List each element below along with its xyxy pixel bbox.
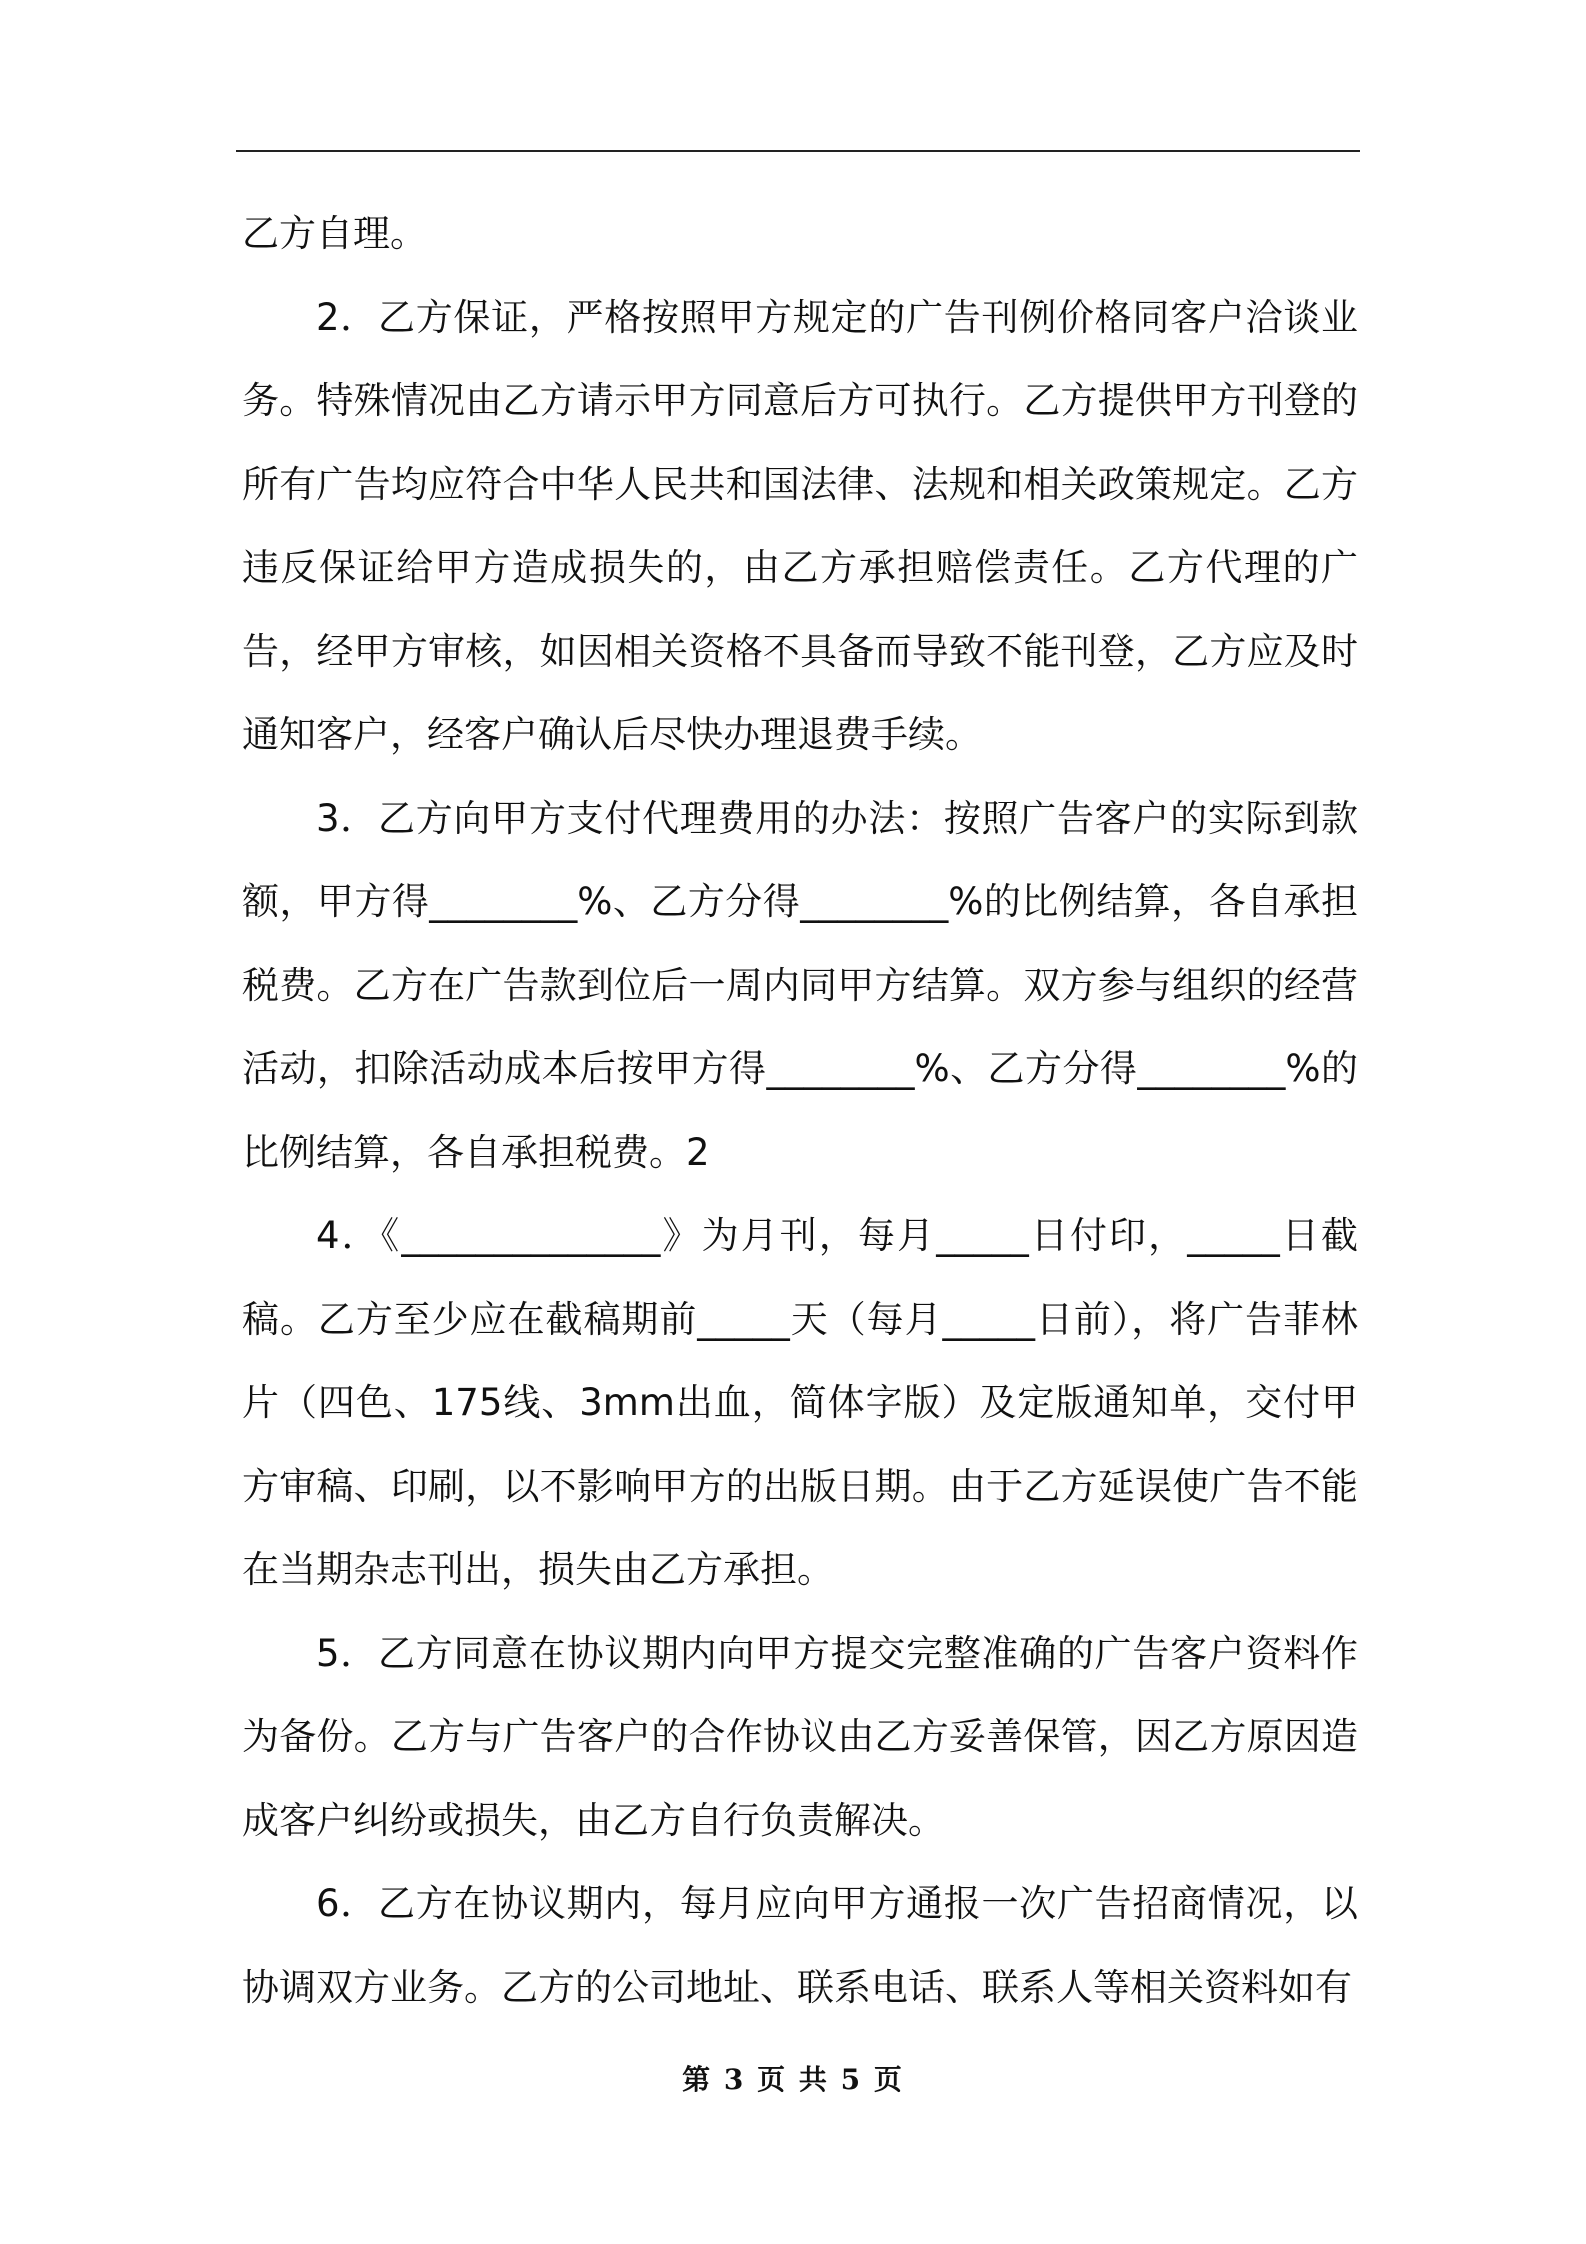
- paragraph-clause-5: 5．乙方同意在协议期内向甲方提交完整准确的广告客户资料作为备份。乙方与广告客户的合作协议由乙方妥善保管，因乙方原因造成客户纠纷或损失，由乙方自行负责解决。: [242, 1631, 1358, 1842]
- page-number-footer: 第 3 页 共 5 页: [682, 2063, 904, 2096]
- header-rule: [236, 150, 1360, 152]
- paragraph-clause-4: 4．《______________》为月刊，每月_____日付印，_____日截稿。乙方至少应在截稿期前_____天（每月_____日前），将广告菲林片（四色、175线、3mm出血，简体字版）及定版通知单，交付甲方审稿、印刷，以不影响甲方的出版日期。由于乙方延误使广告不能在当期杂志刊出，损失由乙方承担。: [242, 1214, 1358, 1591]
- document-body: [242, 192, 1358, 2029]
- paragraph-clause-2: 2．乙方保证，严格按照甲方规定的广告刊例价格同客户洽谈业务。特殊情况由乙方请示甲方同意后方可执行。乙方提供甲方刊登的所有广告均应符合中华人民共和国法律、法规和相关政策规定。乙方违反保证给甲方造成损失的，由乙方承担赔偿责任。乙方代理的广告，经甲方审核，如因相关资格不具备而导致不能刊登，乙方应及时通知客户，经客户确认后尽快办理退费手续。: [242, 295, 1358, 756]
- paragraph-clause-6: 6．乙方在协议期内，每月应向甲方通报一次广告招商情况，以协调双方业务。乙方的公司地址、联系电话、联系人等相关资料如有: [242, 1882, 1358, 2009]
- paragraph-clause-3: 3．乙方向甲方支付代理费用的办法：按照广告客户的实际到款额，甲方得________%、乙方分得________%的比例结算，各自承担税费。乙方在广告款到位后一周内同甲方结算。双方参与组织的经营活动，扣除活动成本后按甲方得________%、乙方分得________%的比例结算，各自承担税费。2: [242, 796, 1358, 1174]
- paragraph-continuation: 乙方自理。: [242, 212, 427, 255]
